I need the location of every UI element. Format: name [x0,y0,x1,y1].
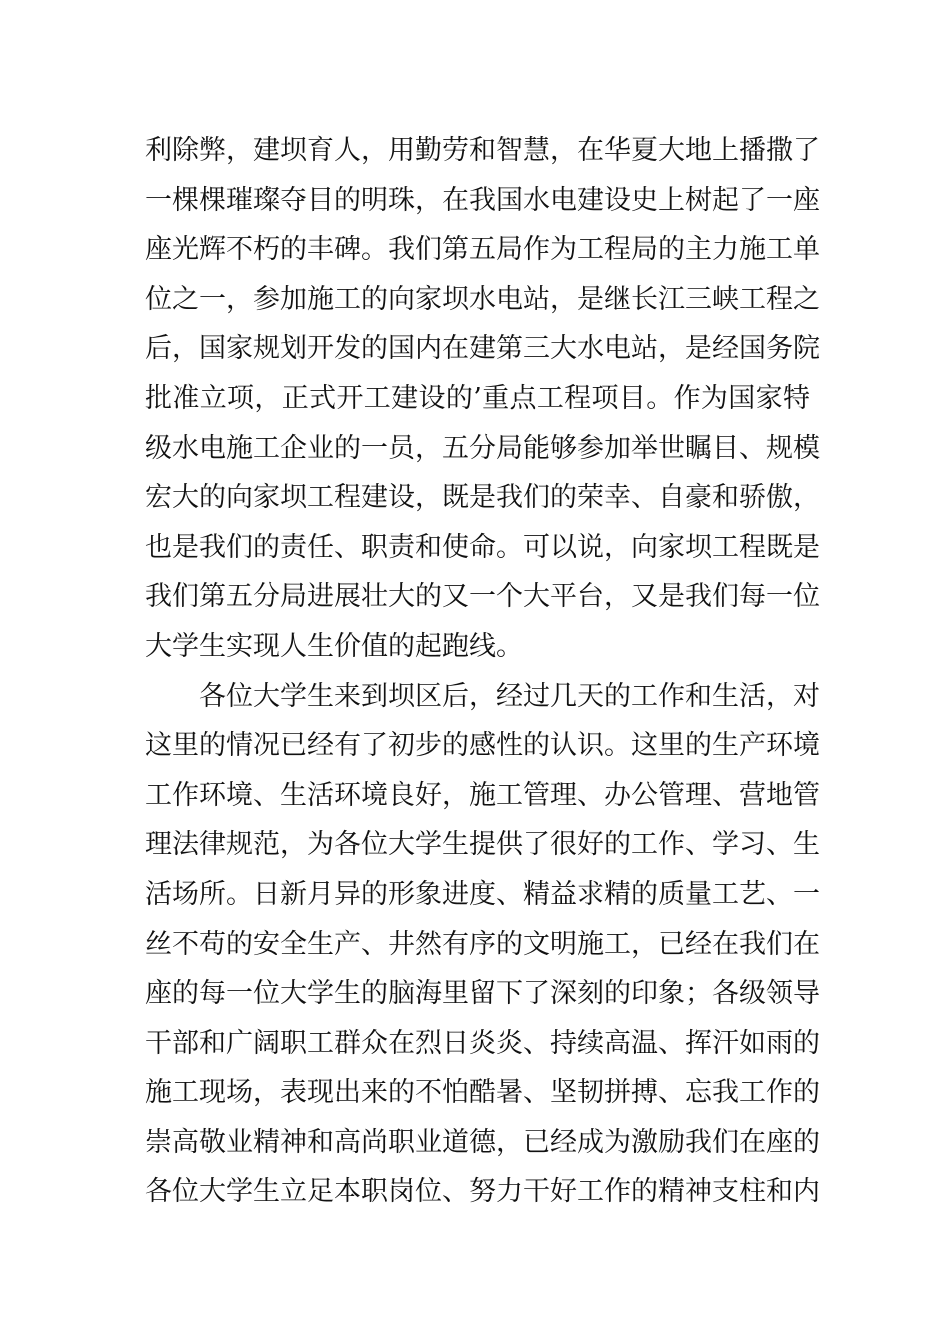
text-line: 各位大学生来到坝区后，经过几天的工作和生活，对 [199,680,820,712]
text-line: 施工现场，表现出来的不怕酷暑、坚韧拼搏、忘我工作的 [145,1077,820,1109]
text-line: 位之一，参加施工的向家坝水电站，是继长江三峡工程之 [145,283,820,315]
text-line: 工作环境、生活环境良好，施工管理、办公管理、营地管 [145,779,820,811]
text-line: 座光辉不朽的丰碑。我们第五局作为工程局的主力施工单 [145,234,820,266]
text-line: 我们第五分局进展壮大的又一个大平台，又是我们每一位 [145,581,820,613]
text-line: 级水电施工企业的一员，五分局能够参加举世瞩目、规模 [145,432,820,464]
text-line: 利除弊，建坝育人，用勤劳和智慧，在华夏大地上播撒了 [145,135,820,166]
text-line: 后，国家规划开发的国内在建第三大水电站，是经国务院 [145,333,820,365]
text-line: 座的每一位大学生的脑海里留下了深刻的印象；各级领导 [145,978,820,1010]
text-line: 干部和广阔职工群众在烈日炎炎、持续高温、挥汗如雨的 [145,1027,820,1059]
body-text [145,126,820,1217]
text-line: 这里的情况已经有了初步的感性的认识。这里的生产环境 [145,730,820,762]
text-line: 崇高敬业精神和高尚职业道德，已经成为激励我们在座的 [145,1126,820,1158]
text-line: 也是我们的责任、职责和使命。可以说，向家坝工程既是 [145,531,820,563]
text-line: 批准立项，正式开工建设的’重点工程项目。作为国家特 [145,382,810,414]
text-line: 理法律规范，为各位大学生提供了很好的工作、学习、生 [145,829,820,861]
text-line: 宏大的向家坝工程建设，既是我们的荣幸、自豪和骄傲， [145,482,820,514]
text-line: 丝不苟的安全生产、井然有序的文明施工，已经在我们在 [145,928,820,960]
text-line: 一棵棵璀璨夺目的明珠，在我国水电建设史上树起了一座 [145,184,820,216]
text-line: 活场所。日新月异的形象进度、精益求精的质量工艺、一 [145,878,820,910]
text-line: 各位大学生立足本职岗位、努力干好工作的精神支柱和内 [145,1176,820,1208]
text-line: 大学生实现人生价值的起跑线。 [145,630,523,662]
